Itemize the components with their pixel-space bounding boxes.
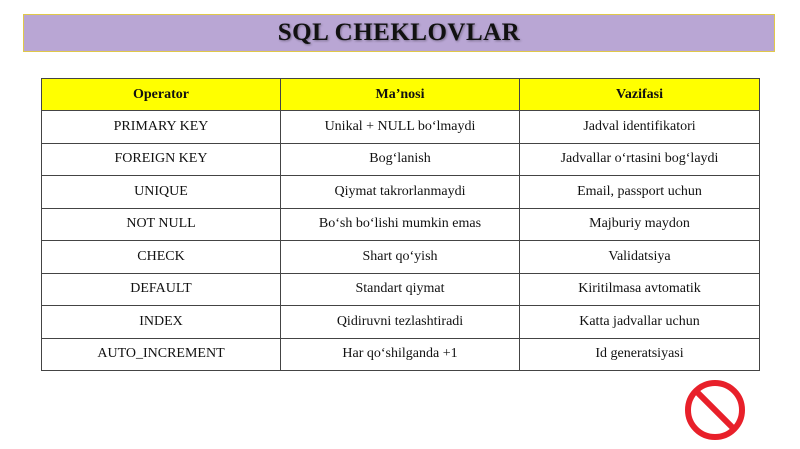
cell-purpose: Jadvallar o‘rtasini bog‘laydi (520, 143, 760, 176)
cell-purpose: Jadval identifikatori (520, 111, 760, 144)
cell-purpose: Majburiy maydon (520, 208, 760, 241)
prohibition-sign-icon (683, 378, 747, 442)
cell-purpose: Validatsiya (520, 241, 760, 274)
cell-operator: AUTO_INCREMENT (42, 338, 281, 371)
cell-operator: INDEX (42, 306, 281, 339)
table-row (42, 208, 760, 241)
cell-purpose: Katta jadvallar uchun (520, 306, 760, 339)
table-row (42, 306, 760, 339)
table-row (42, 176, 760, 209)
header-operator: Operator (42, 79, 281, 111)
cell-meaning: Bo‘sh bo‘lishi mumkin emas (281, 208, 520, 241)
cell-operator: CHECK (42, 241, 281, 274)
cell-meaning: Shart qo‘yish (281, 241, 520, 274)
header-purpose: Vazifasi (520, 79, 760, 111)
table-row (42, 111, 760, 144)
table-row (42, 338, 760, 371)
cell-meaning: Bog‘lanish (281, 143, 520, 176)
cell-meaning: Qidiruvni tezlashtiradi (281, 306, 520, 339)
constraints-table (41, 78, 760, 371)
table-row (42, 143, 760, 176)
cell-operator: PRIMARY KEY (42, 111, 281, 144)
title-bar (23, 14, 775, 52)
cell-operator: FOREIGN KEY (42, 143, 281, 176)
cell-operator: NOT NULL (42, 208, 281, 241)
cell-meaning: Har qo‘shilganda +1 (281, 338, 520, 371)
cell-purpose: Email, passport uchun (520, 176, 760, 209)
page-title: SQL CHEKLOVLAR (277, 19, 521, 46)
cell-purpose: Kiritilmasa avtomatik (520, 273, 760, 306)
cell-meaning: Unikal + NULL bo‘lmaydi (281, 111, 520, 144)
cell-operator: DEFAULT (42, 273, 281, 306)
table-header-row (42, 79, 760, 111)
cell-purpose: Id generatsiyasi (520, 338, 760, 371)
cell-meaning: Qiymat takrorlanmaydi (281, 176, 520, 209)
table-row (42, 273, 760, 306)
cell-meaning: Standart qiymat (281, 273, 520, 306)
table-row (42, 241, 760, 274)
header-meaning: Ma’nosi (281, 79, 520, 111)
cell-operator: UNIQUE (42, 176, 281, 209)
